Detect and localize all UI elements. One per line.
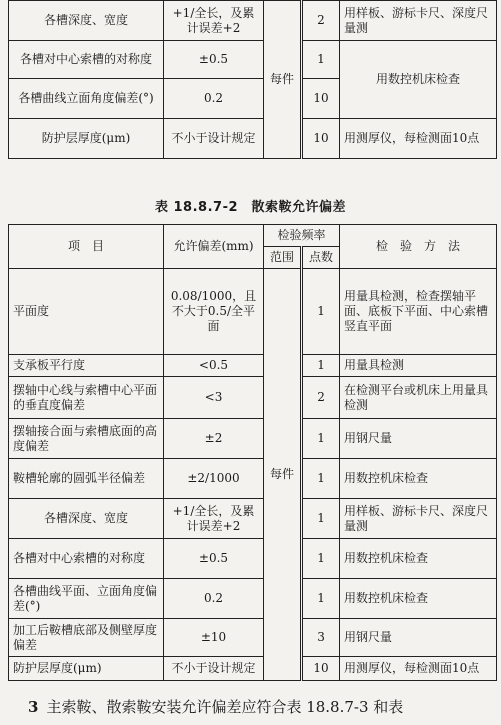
item-cell: 各槽深度、宽度 bbox=[9, 499, 164, 539]
table-row bbox=[9, 619, 497, 657]
tolerance-cell: ±2 bbox=[164, 419, 264, 459]
points-cell: 1 bbox=[302, 539, 340, 579]
header-item: 项 目 bbox=[9, 225, 164, 269]
method-cell: 用量具检测 bbox=[340, 355, 497, 377]
range-cell: 每件 bbox=[264, 269, 302, 681]
method-cell: 在检测平台或机床上用量具检测 bbox=[340, 377, 497, 419]
range-cell: 每件 bbox=[264, 1, 302, 159]
footer-number: 3 bbox=[28, 698, 39, 716]
table-row bbox=[9, 539, 497, 579]
points-cell: 2 bbox=[302, 1, 340, 41]
tolerance-cell: ±0.5 bbox=[164, 539, 264, 579]
header-tolerance: 允许偏差(mm) bbox=[164, 225, 264, 269]
header-row bbox=[9, 225, 497, 247]
item-cell: 鞍槽轮廓的圆弧半径偏差 bbox=[9, 459, 164, 499]
tolerance-cell: ±2/1000 bbox=[164, 459, 264, 499]
footer-paragraph bbox=[28, 697, 498, 717]
table-row bbox=[9, 377, 497, 419]
tolerance-cell: 0.2 bbox=[164, 579, 264, 619]
table-caption: 表 18.8.7-2 散索鞍允许偏差 bbox=[154, 200, 347, 215]
method-cell: 用数控机床检查 bbox=[340, 459, 497, 499]
method-cell: 用测厚仪，每检测面10点 bbox=[340, 119, 497, 159]
tolerance-cell: ±10 bbox=[164, 619, 264, 657]
item-cell: 各槽对中心索槽的对称度 bbox=[9, 41, 164, 79]
table-row bbox=[9, 657, 497, 681]
table-row bbox=[9, 579, 497, 619]
item-cell: 各槽曲线平面、立面角度偏差(°) bbox=[9, 579, 164, 619]
table-row bbox=[9, 459, 497, 499]
tolerance-cell: +1/全长，及累计误差+2 bbox=[164, 1, 264, 41]
header-method: 检 验 方 法 bbox=[340, 225, 497, 269]
points-cell: 1 bbox=[302, 355, 340, 377]
points-cell: 1 bbox=[302, 269, 340, 355]
table-row bbox=[9, 419, 497, 459]
tolerance-cell: 0.2 bbox=[164, 79, 264, 119]
points-cell: 1 bbox=[302, 499, 340, 539]
top-table bbox=[8, 0, 497, 159]
header-range: 范围 bbox=[264, 247, 302, 269]
main-table bbox=[8, 224, 497, 681]
item-cell: 各槽深度、宽度 bbox=[9, 1, 164, 41]
points-cell: 10 bbox=[302, 79, 340, 119]
tolerance-cell: +1/全长，及累计误差+2 bbox=[164, 499, 264, 539]
method-cell: 用量具检测，检查摆轴平面、底板下平面、中心索槽竖直平面 bbox=[340, 269, 497, 355]
header-points: 点数 bbox=[302, 247, 340, 269]
tolerance-cell: 不小于设计规定 bbox=[164, 657, 264, 681]
points-cell: 1 bbox=[302, 419, 340, 459]
item-cell: 各槽对中心索槽的对称度 bbox=[9, 539, 164, 579]
table-row bbox=[9, 119, 497, 159]
table-row bbox=[9, 499, 497, 539]
item-cell: 摆轴接合面与索槽底面的高度偏差 bbox=[9, 419, 164, 459]
tolerance-cell: ±0.5 bbox=[164, 41, 264, 79]
method-cell: 用测厚仪，每检测面10点 bbox=[340, 657, 497, 681]
table-row bbox=[9, 1, 497, 41]
method-cell: 用样板、游标卡尺、深度尺量测 bbox=[340, 1, 497, 41]
points-cell: 1 bbox=[302, 459, 340, 499]
method-cell: 用数控机床检查 bbox=[340, 539, 497, 579]
points-cell: 2 bbox=[302, 377, 340, 419]
item-cell: 平面度 bbox=[9, 269, 164, 355]
points-cell: 1 bbox=[302, 579, 340, 619]
item-cell: 支承板平行度 bbox=[9, 355, 164, 377]
points-cell: 1 bbox=[302, 41, 340, 79]
table-row bbox=[9, 269, 497, 355]
tolerance-cell: <3 bbox=[164, 377, 264, 419]
table-row bbox=[9, 41, 497, 79]
tolerance-cell: <0.5 bbox=[164, 355, 264, 377]
item-cell: 加工后鞍槽底部及侧壁厚度偏差 bbox=[9, 619, 164, 657]
method-cell: 用钢尺量 bbox=[340, 619, 497, 657]
method-cell: 用样板、游标卡尺、深度尺量测 bbox=[340, 499, 497, 539]
method-cell: 用钢尺量 bbox=[340, 419, 497, 459]
item-cell: 防护层厚度(μm) bbox=[9, 119, 164, 159]
footer-text: 主索鞍、散索鞍安装允许偏差应符合表 18.8.7-3 和表 bbox=[46, 698, 404, 716]
points-cell: 10 bbox=[302, 657, 340, 681]
item-cell: 摆轴中心线与索槽中心平面的垂直度偏差 bbox=[9, 377, 164, 419]
header-frequency: 检验频率 bbox=[264, 225, 340, 247]
table-row bbox=[9, 355, 497, 377]
points-cell: 3 bbox=[302, 619, 340, 657]
tolerance-cell: 0.08/1000，且不大于0.5/全平面 bbox=[164, 269, 264, 355]
points-cell: 10 bbox=[302, 119, 340, 159]
method-cell: 用数控机床检查 bbox=[340, 41, 497, 119]
method-cell: 用数控机床检查 bbox=[340, 579, 497, 619]
item-cell: 各槽曲线立面角度偏差(°) bbox=[9, 79, 164, 119]
tolerance-cell: 不小于设计规定 bbox=[164, 119, 264, 159]
item-cell: 防护层厚度(μm) bbox=[9, 657, 164, 681]
